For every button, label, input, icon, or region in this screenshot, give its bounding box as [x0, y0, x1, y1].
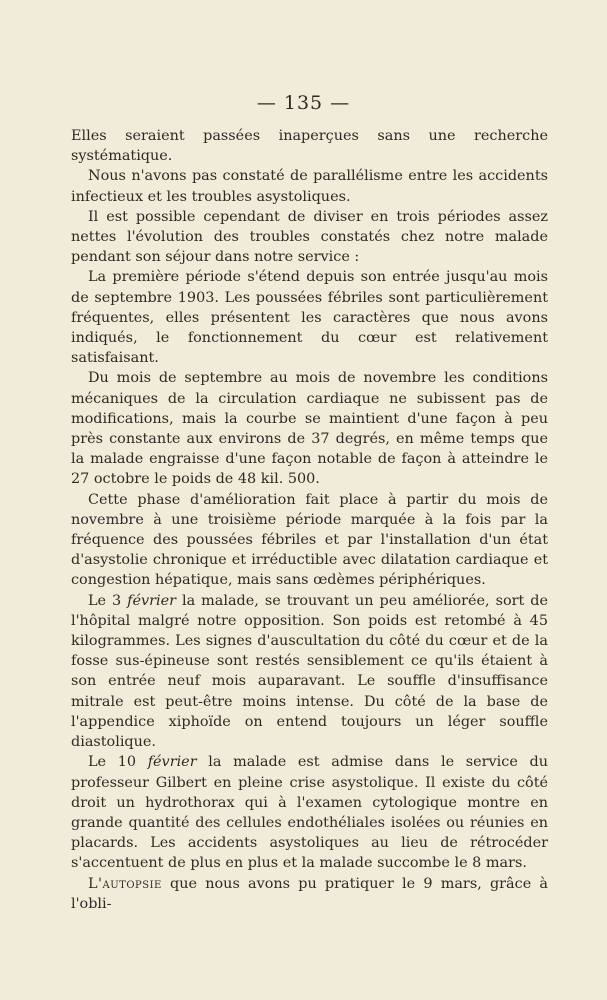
paragraph: Il est possible cependant de diviser en trois périodes assez nettes l'évolution des troubles constatés chez notre malade pendant son séjour dans notre service :	[71, 208, 548, 266]
paragraph-start: Le 10	[88, 754, 148, 771]
paragraph: Du mois de septembre au mois de novembre les conditions mécaniques de la circulation cardiaque ne subissent pas de modifications, mais la courbe se maintient d'une façon à peu près constante aux environs de 37 degrés, en même temps que la malade engraisse d'une façon notable de façon à atteindre le 27 octobre le poids de 48 kil. 500.	[71, 370, 548, 488]
date-italic: février	[147, 754, 197, 771]
date-italic: février	[127, 592, 177, 609]
paragraph: Elles seraient passées inaperçues sans une recherche systématique.	[71, 128, 548, 165]
paragraph-rest: la malade est admise dans le service du professeur Gilbert en pleine crise asystolique. Il existe du côté droit un hydrothorax qui à l'examen cytologique montre en grande quantité des cellules endothéliales isolées ou réunies en placards. Les accidents asystoliques au lieu de rétrocéder s'accentuent de plus en plus et la malade succombe le 8 mars.	[71, 754, 548, 872]
paragraph	[71, 591, 548, 753]
paragraph	[71, 874, 548, 914]
body-text	[71, 126, 548, 914]
paragraph	[71, 752, 548, 873]
paragraph: La première période s'étend depuis son entrée jusqu'au mois de septembre 1903. Les poussées fébriles sont particulièrement fréquentes, elles présentent les caractères que nous avons indiqués, le fonctionnement du cœur est relativement satisfaisant.	[71, 269, 548, 367]
page-number: — 135 —	[256, 92, 351, 114]
paragraph-rest: la malade, se trouvant un peu améliorée, sort de l'hôpital malgré notre opposition. Son poids est retombé à 45 kilogrammes. Les signes d'auscultation du côté du cœur et de la fosse sus-épineuse sont restés sensiblement ce qu'ils étaient à son entrée neuf mois auparavant. Le souffle d'insuffisance mitrale est peut-être moins intense. Du côté de la base de l'appendice xiphoïde on entend toujours un léger souffle diastolique.	[71, 592, 548, 751]
section-heading-smallcaps: L'autopsie	[88, 875, 162, 892]
paragraph: Nous n'avons pas constaté de parallélisme entre les accidents infectieux et les troubles asystoliques.	[71, 168, 548, 205]
paragraph: Cette phase d'amélioration fait place à partir du mois de novembre à une troisième période marquée à la fois par la fréquence des poussées fébriles et par l'installation d'un état d'asystolie chronique et irréductible avec dilatation cardiaque et congestion hépatique, mais sans œdèmes périphériques.	[71, 491, 548, 589]
paragraph-rest: que nous avons pu pratiquer le 9 mars, grâce à l'obli-	[71, 875, 548, 912]
paragraph-start: Le 3	[88, 592, 128, 609]
